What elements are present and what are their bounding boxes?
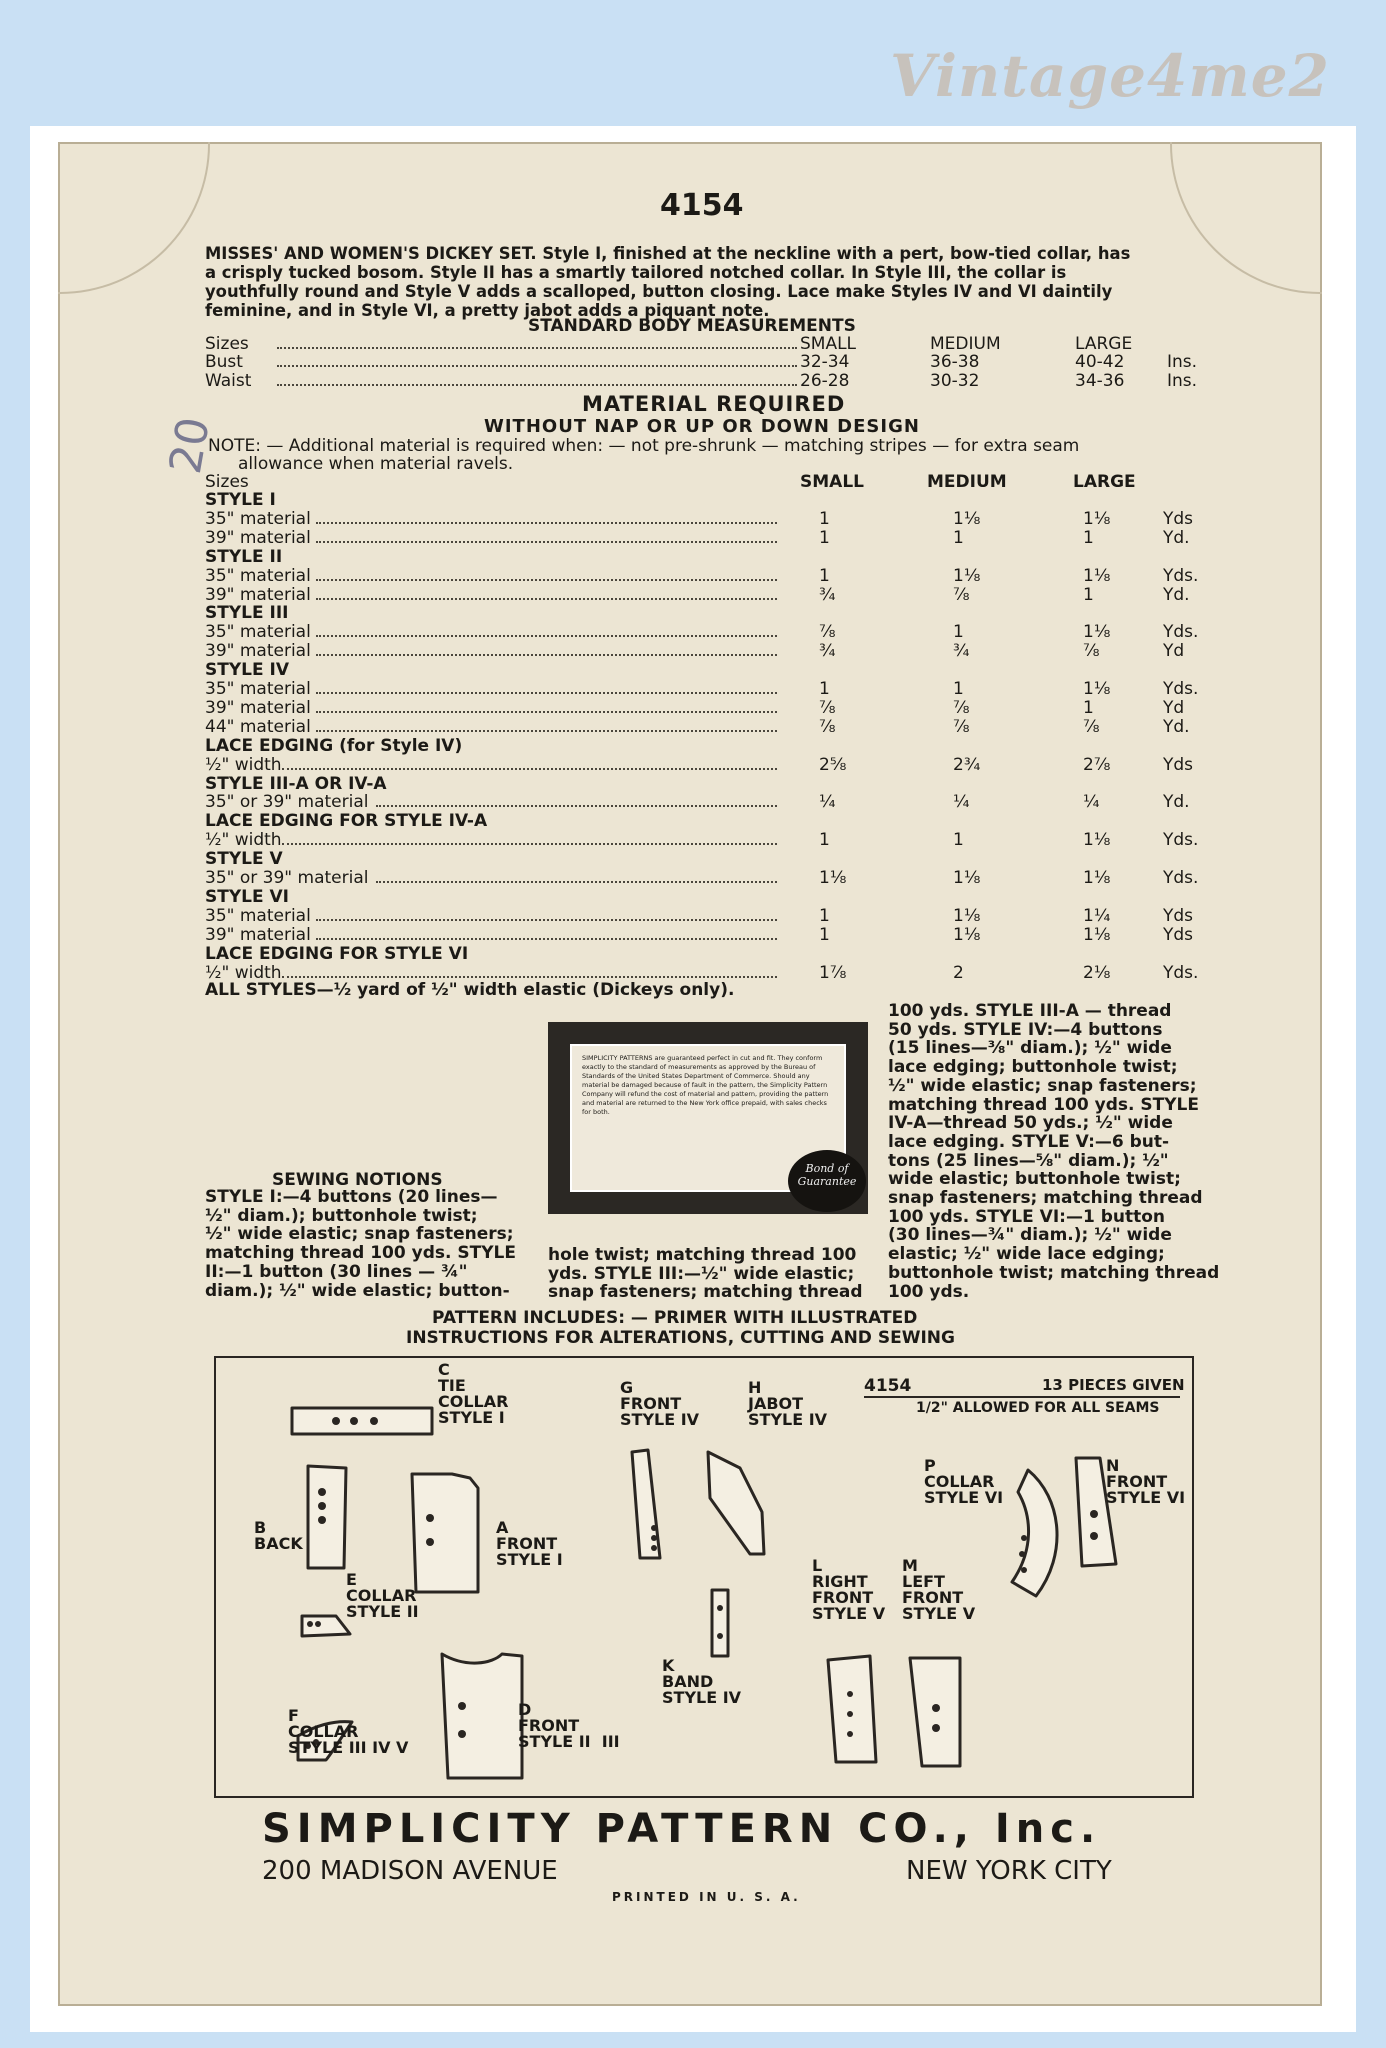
material-value: 1⅛	[1083, 622, 1111, 643]
material-unit: Yd.	[1163, 792, 1190, 813]
material-sizes-label: Sizes	[205, 472, 249, 492]
body-value: 36-38	[930, 352, 980, 372]
material-value: 1	[819, 527, 830, 548]
pieces-number: 4154	[864, 1376, 912, 1396]
unit: Ins.	[1167, 352, 1198, 372]
material-value: 1	[953, 622, 964, 643]
material-value: 1⅛	[1083, 830, 1111, 851]
piece-p-collar	[1012, 1470, 1057, 1596]
piece-b-back	[308, 1466, 346, 1568]
leader-dots	[282, 843, 777, 845]
material-row	[205, 585, 1205, 605]
description-line: youthfully round and Style V adds a scalloped, button closing. Lace make Styles IV and VI daintily	[205, 282, 1113, 301]
material-value: ¾	[819, 641, 836, 662]
label-piece-b: B BACK	[254, 1518, 303, 1553]
material-value: 2⅛	[1083, 962, 1111, 983]
leader-dots	[316, 711, 777, 713]
material-value: ¾	[819, 584, 836, 605]
material-unit: Yd	[1163, 697, 1185, 718]
material-row	[205, 698, 1205, 718]
material-row	[205, 641, 1205, 661]
body-value: 26-28	[800, 371, 850, 391]
notions-line: hole twist; matching thread 100	[548, 1245, 857, 1265]
material-title: MATERIAL REQUIRED	[582, 392, 846, 416]
leader-dots	[316, 938, 777, 940]
material-value: ⅞	[953, 716, 970, 737]
leader-dots	[277, 347, 797, 349]
style-heading-label: LACE EDGING FOR STYLE VI	[205, 943, 469, 964]
notions-line: II:—1 button (30 lines — ¾"	[205, 1261, 468, 1282]
notions-line: (15 lines—⅜" diam.); ½" wide	[888, 1038, 1172, 1059]
material-label: 39" material	[205, 924, 311, 945]
material-value: 1⅛	[1083, 679, 1111, 699]
notions-line: wide elastic; buttonhole twist;	[888, 1169, 1181, 1190]
material-unit: Yds	[1163, 905, 1194, 926]
material-row	[205, 528, 1205, 548]
leader-dots	[316, 522, 777, 524]
notions-line: STYLE I:—4 buttons (20 lines—	[205, 1187, 498, 1207]
piece-h-jabot	[708, 1452, 764, 1554]
notions-line: snap fasteners; matching thread	[888, 1188, 1203, 1209]
notions-line: yds. STYLE III:—½" wide elastic;	[548, 1263, 855, 1284]
company-address: 200 MADISON AVENUE	[262, 1856, 558, 1886]
label-piece-l: L RIGHT FRONT STYLE V	[812, 1556, 886, 1623]
material-value: ⅞	[953, 584, 970, 605]
style-heading	[205, 603, 1205, 623]
material-value: ⅞	[819, 622, 836, 643]
leader-dots	[316, 598, 777, 600]
description-line: a crisply tucked bosom. Style II has a smartly tailored notched collar. In Style III, the collar is	[205, 263, 1067, 282]
material-value: 1⅛	[953, 905, 981, 926]
seam-allowance: 1/2" ALLOWED FOR ALL SEAMS	[916, 1400, 1160, 1416]
material-value: ¼	[953, 792, 970, 813]
label-piece-n: N FRONT STYLE VI	[1106, 1456, 1186, 1507]
material-label: 39" material	[205, 697, 311, 718]
style-heading-label: STYLE VI	[205, 886, 289, 907]
description-line: feminine, and in Style VI, a pretty jabot adds a piquant note.	[205, 301, 770, 320]
material-value: ⅞	[953, 697, 970, 718]
all-styles-note: ALL STYLES—½ yard of ½" width elastic (Dickeys only).	[205, 980, 735, 1000]
material-header	[205, 472, 1205, 492]
piece-g-front	[632, 1450, 660, 1558]
material-row	[205, 622, 1205, 642]
material-value: 1⅛	[953, 868, 981, 888]
leader-dots	[277, 384, 797, 386]
material-unit: Yds.	[1163, 565, 1199, 586]
label-piece-k: K BAND STYLE IV	[662, 1656, 742, 1707]
notions-line: ½" wide elastic; snap fasteners;	[205, 1224, 514, 1245]
label-piece-a: A FRONT STYLE I	[496, 1518, 563, 1569]
material-row	[205, 906, 1205, 926]
material-unit: Yds.	[1163, 868, 1199, 888]
material-row	[205, 679, 1205, 699]
material-value: 1	[819, 924, 830, 945]
material-unit: Yd.	[1163, 716, 1190, 737]
leader-dots	[277, 365, 797, 367]
leader-dots	[316, 579, 777, 581]
material-size-header: LARGE	[1073, 472, 1136, 492]
material-value: 2⅝	[819, 754, 847, 775]
watermark: Vintage4me2	[890, 42, 1330, 110]
material-subtitle: WITHOUT NAP OR UP OR DOWN DESIGN	[484, 416, 920, 437]
material-row	[205, 830, 1205, 850]
style-heading-label: STYLE IV	[205, 660, 289, 681]
material-unit: Yds	[1163, 924, 1194, 945]
material-label: 44" material	[205, 716, 311, 737]
pattern-pieces-diagram	[214, 1356, 1194, 1798]
label-piece-d: D FRONT STYLE II III	[518, 1700, 620, 1751]
leader-dots	[316, 635, 777, 637]
material-row	[205, 925, 1205, 945]
label-piece-m: M LEFT FRONT STYLE V	[902, 1556, 976, 1623]
material-row	[205, 566, 1205, 586]
pieces-count: 13 PIECES GIVEN	[1042, 1376, 1185, 1394]
material-value: 1	[1083, 527, 1094, 548]
notions-line: lace edging. STYLE V:—6 but-	[888, 1131, 1170, 1152]
label-piece-g: G FRONT STYLE IV	[620, 1378, 700, 1429]
body-row-label: Waist	[205, 371, 252, 391]
style-heading-label: STYLE III	[205, 603, 289, 624]
material-value: 1	[953, 830, 964, 851]
notions-column-2	[548, 1246, 863, 1302]
material-value: ¼	[1083, 792, 1100, 813]
material-value: 1⅛	[953, 924, 981, 945]
material-unit: Yds	[1163, 754, 1194, 775]
label-piece-h: H JABOT STYLE IV	[748, 1378, 828, 1429]
material-label: 35" material	[205, 905, 311, 926]
material-value: 1	[819, 565, 830, 586]
body-value: LARGE	[1075, 334, 1133, 354]
style-heading	[205, 736, 1205, 756]
company-name: SIMPLICITY PATTERN CO., Inc.	[262, 1806, 1102, 1852]
style-heading	[205, 490, 1205, 510]
piece-c-tie-collar	[292, 1408, 432, 1434]
material-label: 35" material	[205, 622, 311, 643]
material-unit: Yds	[1163, 508, 1194, 529]
unit: Ins.	[1167, 371, 1198, 391]
material-row	[205, 792, 1205, 812]
guarantee-text: SIMPLICITY PATTERNS are guaranteed perfect in cut and fit. They conform exactly to the standard of measurements as approved by the Bureau of Standards of the United States Department of Commerce. Should any material be damaged because of fault in the pattern, the Simplicity Pattern Company will refund the cost of material and pattern, providing the pattern and material are returned to the New York office prepaid, with sales checks for both.	[570, 1044, 846, 1192]
company-city: NEW YORK CITY	[906, 1856, 1112, 1886]
printed-in: PRINTED IN U. S. A.	[612, 1890, 801, 1904]
piece-d-front	[442, 1654, 522, 1778]
notions-line: tons (25 lines—⅝" diam.); ½"	[888, 1150, 1169, 1171]
piece-k-band	[712, 1590, 728, 1656]
notions-column-3	[888, 1002, 1219, 1301]
material-value: 1	[819, 905, 830, 926]
material-value: 1⅛	[1083, 508, 1111, 529]
body-value: 32-34	[800, 352, 850, 372]
notions-line: ½" wide elastic; snap fasteners;	[888, 1075, 1197, 1096]
material-label: 35" or 39" material	[205, 792, 369, 813]
handwritten-mark: 20	[160, 413, 220, 478]
body-title: STANDARD BODY MEASUREMENTS	[528, 316, 856, 336]
body-row-label: Bust	[205, 352, 243, 372]
material-value: 1⅛	[819, 868, 847, 888]
leader-dots	[316, 692, 777, 694]
guarantee-seal: Bond of Guarantee	[788, 1150, 866, 1212]
notions-line: snap fasteners; matching thread	[548, 1282, 863, 1303]
pattern-number: 4154	[660, 188, 744, 223]
material-value: 2¾	[953, 754, 981, 775]
notions-line: 100 yds. STYLE III-A — thread	[888, 1001, 1172, 1021]
material-label: 39" material	[205, 641, 311, 662]
material-unit: Yds.	[1163, 622, 1199, 643]
includes-line-2: INSTRUCTIONS FOR ALTERATIONS, CUTTING AND SEWING	[406, 1328, 955, 1348]
material-label: 35" material	[205, 508, 311, 529]
material-value: 2	[953, 962, 964, 983]
piece-l-right-front	[828, 1656, 876, 1762]
notions-line: 100 yds. STYLE VI:—1 button	[888, 1206, 1165, 1227]
material-unit: Yd.	[1163, 584, 1190, 605]
piece-a-front	[412, 1474, 478, 1592]
style-heading	[205, 887, 1205, 907]
material-value: 1⅛	[953, 508, 981, 529]
style-heading	[205, 660, 1205, 680]
leader-dots	[376, 881, 777, 883]
label-piece-p: P COLLAR STYLE VI	[924, 1456, 1004, 1507]
material-value: 1	[819, 830, 830, 851]
material-label: ½" width	[205, 754, 282, 775]
material-value: ¾	[953, 641, 970, 662]
material-row	[205, 868, 1205, 888]
leader-dots	[316, 919, 777, 921]
leader-dots	[282, 768, 777, 770]
style-heading	[205, 811, 1205, 831]
material-label: ½" width	[205, 962, 282, 983]
style-heading-label: LACE EDGING FOR STYLE IV-A	[205, 811, 488, 832]
material-value: 1⅞	[819, 962, 847, 983]
notions-line: buttonhole twist; matching thread	[888, 1262, 1220, 1283]
material-value: 1	[953, 527, 964, 548]
material-label: 35" material	[205, 565, 311, 586]
leader-dots	[316, 654, 777, 656]
material-value: 1⅛	[1083, 924, 1111, 945]
material-unit: Yds.	[1163, 830, 1199, 851]
material-label: ½" width	[205, 830, 282, 851]
style-heading	[205, 547, 1205, 567]
style-heading-label: STYLE V	[205, 849, 283, 870]
material-row	[205, 755, 1205, 775]
body-value: SMALL	[800, 334, 857, 354]
leader-dots	[316, 541, 777, 543]
material-value: ⅞	[819, 697, 836, 718]
material-row	[205, 509, 1205, 529]
material-value: ⅞	[819, 716, 836, 737]
notions-line: elastic; ½" wide lace edging;	[888, 1244, 1165, 1265]
style-heading-label: STYLE II	[205, 546, 283, 567]
guarantee-certificate	[548, 1022, 868, 1214]
piece-m-left-front	[910, 1658, 960, 1766]
notions-line: (30 lines—¾" diam.); ½" wide	[888, 1225, 1172, 1246]
notions-column-1	[205, 1188, 516, 1300]
material-note-1: NOTE: — Additional material is required when: — not pre-shrunk — matching stripes — for extra seam	[208, 436, 1080, 456]
material-value: 1⅛	[1083, 868, 1111, 888]
material-unit: Yds.	[1163, 962, 1199, 983]
material-value: 1	[819, 679, 830, 699]
notions-line: ½" diam.); buttonhole twist;	[205, 1205, 478, 1226]
material-value: ¼	[819, 792, 836, 813]
material-size-header: SMALL	[800, 472, 864, 492]
material-label: 39" material	[205, 527, 311, 548]
includes-line-1: PATTERN INCLUDES: — PRIMER WITH ILLUSTRATED	[432, 1308, 918, 1328]
material-value: 1¼	[1083, 905, 1111, 926]
style-heading	[205, 774, 1205, 794]
material-value: 1	[953, 679, 964, 699]
style-heading	[205, 944, 1205, 964]
material-value: 1	[1083, 697, 1094, 718]
material-unit: Yd.	[1163, 527, 1190, 548]
body-row	[205, 371, 1205, 391]
label-piece-e: E COLLAR STYLE II	[346, 1570, 419, 1621]
material-value: ⅞	[1083, 716, 1100, 737]
label-piece-f: F COLLAR STYLE III IV V	[288, 1706, 409, 1757]
style-heading	[205, 849, 1205, 869]
material-unit: Yds.	[1163, 679, 1199, 699]
notions-line: 100 yds.	[888, 1281, 970, 1302]
material-value: 1	[1083, 584, 1094, 605]
leader-dots	[316, 730, 777, 732]
style-heading-label: STYLE III-A OR IV-A	[205, 773, 387, 794]
material-label: 39" material	[205, 584, 311, 605]
notions-line: matching thread 100 yds. STYLE	[205, 1243, 516, 1264]
notions-line: lace edging; buttonhole twist;	[888, 1057, 1178, 1078]
material-unit: Yd	[1163, 641, 1185, 662]
leader-dots	[376, 805, 777, 807]
body-row-label: Sizes	[205, 334, 249, 354]
label-piece-c: C TIE COLLAR STYLE I	[438, 1360, 509, 1427]
material-value: 1⅛	[1083, 565, 1111, 586]
material-value: 1	[819, 508, 830, 529]
material-value: 1⅛	[953, 565, 981, 586]
body-row	[205, 352, 1205, 372]
notions-line: diam.); ½" wide elastic; button-	[205, 1280, 510, 1301]
material-label: 35" or 39" material	[205, 868, 369, 888]
style-heading-label: LACE EDGING (for Style IV)	[205, 735, 463, 756]
notions-line: matching thread 100 yds. STYLE	[888, 1094, 1199, 1115]
material-size-header: MEDIUM	[927, 472, 1007, 492]
description-line: MISSES' AND WOMEN'S DICKEY SET. Style I, finished at the neckline with a pert, bow-tied collar, has	[205, 244, 1131, 263]
material-row	[205, 717, 1205, 737]
leader-dots	[282, 976, 777, 978]
material-note-2: allowance when material ravels.	[238, 454, 514, 474]
body-value: 40-42	[1075, 352, 1125, 372]
notions-line: 50 yds. STYLE IV:—4 buttons	[888, 1019, 1163, 1040]
body-value: 34-36	[1075, 371, 1125, 391]
body-value: MEDIUM	[930, 334, 1001, 354]
style-heading-label: STYLE I	[205, 490, 276, 510]
body-value: 30-32	[930, 371, 980, 391]
material-value: 2⅞	[1083, 754, 1111, 775]
material-value: ⅞	[1083, 641, 1100, 662]
notions-title: SEWING NOTIONS	[272, 1170, 443, 1190]
body-row	[205, 334, 1205, 354]
material-label: 35" material	[205, 679, 311, 699]
notions-line: IV-A—thread 50 yds.; ½" wide	[888, 1113, 1173, 1134]
